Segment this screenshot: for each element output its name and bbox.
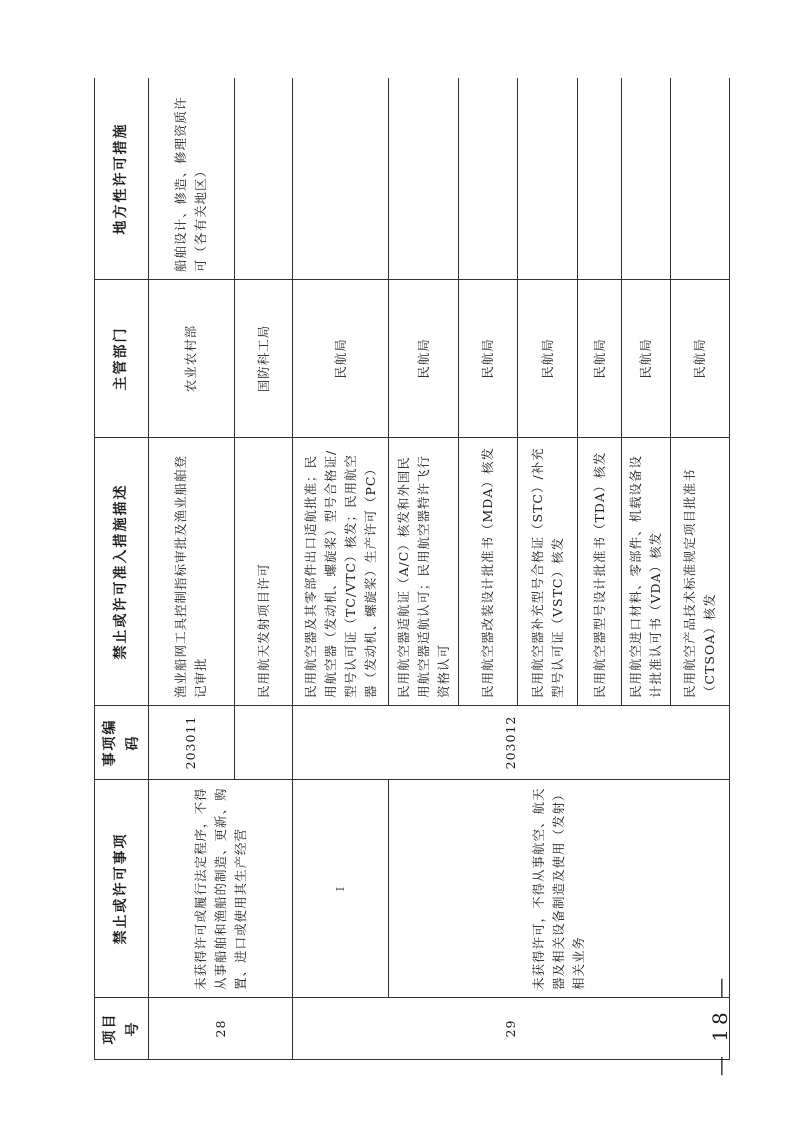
row29-dept-4: 民航局 — [578, 280, 622, 438]
row28-item: 未获得许可或履行法定程序，不得从事船舶和渔船的制造、更新、购置、进口或使用其生产经营 — [149, 780, 293, 998]
header-item: 禁止或许可事项 — [95, 780, 149, 998]
page-number — [700, 973, 740, 1077]
row29-local-0 — [293, 78, 389, 280]
header-code: 事项编码 — [95, 706, 149, 780]
row28b-local — [234, 78, 293, 280]
row28-desc: 渔业船网工具控制指标审批及渔业船舶登记审批 — [149, 438, 235, 706]
row29-desc-0: 民用航空器及其零部件出口适航批准；民用航空器（发动机、螺旋桨）型号合格证/型号认可证（TC/VTC）核发；民用航空器（发动机、螺旋桨）生产许可（PC） — [293, 438, 389, 706]
row28-code: 203011 — [149, 706, 235, 780]
row29-local-3 — [517, 78, 578, 280]
row29-desc-5: 民用航空进口材料、零部件、机载设备设计批准认可书（VDA）核发 — [622, 438, 671, 706]
row28b-code — [234, 706, 293, 780]
row29-desc-1: 民用航空器适航证（A/C）核发和外国民用航空器适航认可；民用航空器特许飞行资格认可 — [389, 438, 459, 706]
row29-dept-5: 民航局 — [622, 280, 671, 438]
header-project-no: 项目号 — [95, 998, 149, 1060]
row29-local-1 — [389, 78, 459, 280]
row29-item: 未获得许可，不得从事航空、航天器及相关设备制造及使用（发射）相关业务 — [389, 780, 730, 998]
rotated-table-sheet — [94, 78, 730, 1060]
row29-desc-2: 民用航空器改装设计批准书（MDA）核发 — [459, 438, 518, 706]
header-desc: 禁止或许可准入措施描述 — [95, 438, 149, 706]
header-row — [95, 78, 149, 1060]
table-row — [149, 78, 235, 1060]
row29-desc-3: 民用航空器补充型号合格证（STC）/补充型号认可证（VSTC）核发 — [517, 438, 578, 706]
row29-desc-6: 民用航空产品技术标准规定项目批准书（CTSOA）核发 — [671, 438, 730, 706]
row29-dept-2: 民航局 — [459, 280, 518, 438]
row29-dept-1: 民航局 — [389, 280, 459, 438]
header-dept: 主管部门 — [95, 280, 149, 438]
row28-dept: 农业农村部 — [149, 280, 235, 438]
header-local: 地方性许可措施 — [95, 78, 149, 280]
table-row — [293, 78, 389, 1060]
permit-table — [94, 78, 730, 1060]
row29-desc-4: 民用航空器型号设计批准书（TDA）核发 — [578, 438, 622, 706]
row29-local-6 — [671, 78, 730, 280]
row28b-desc: 民用航天发射项目许可 — [234, 438, 293, 706]
row29-dept-6: 民航局 — [671, 280, 730, 438]
row29-local-4 — [578, 78, 622, 280]
row29-dept-3: 民航局 — [517, 280, 578, 438]
rotated-content — [94, 78, 730, 1060]
table-row — [389, 78, 459, 1060]
row28b-dept: 国防科工局 — [234, 280, 293, 438]
row28-local: 船舶设计、修造、修理资质许可（各有关地区） — [149, 78, 235, 280]
row29-code: 203012 — [293, 706, 730, 780]
row28-no: 28 — [149, 998, 293, 1060]
page-number-text: — 18 — — [708, 973, 733, 1077]
row29-local-2 — [459, 78, 518, 280]
row29-no: 29 — [293, 998, 730, 1060]
row29-dept-0: 民航局 — [293, 280, 389, 438]
row29-tick-mark: I — [293, 780, 389, 998]
row29-local-5 — [622, 78, 671, 280]
